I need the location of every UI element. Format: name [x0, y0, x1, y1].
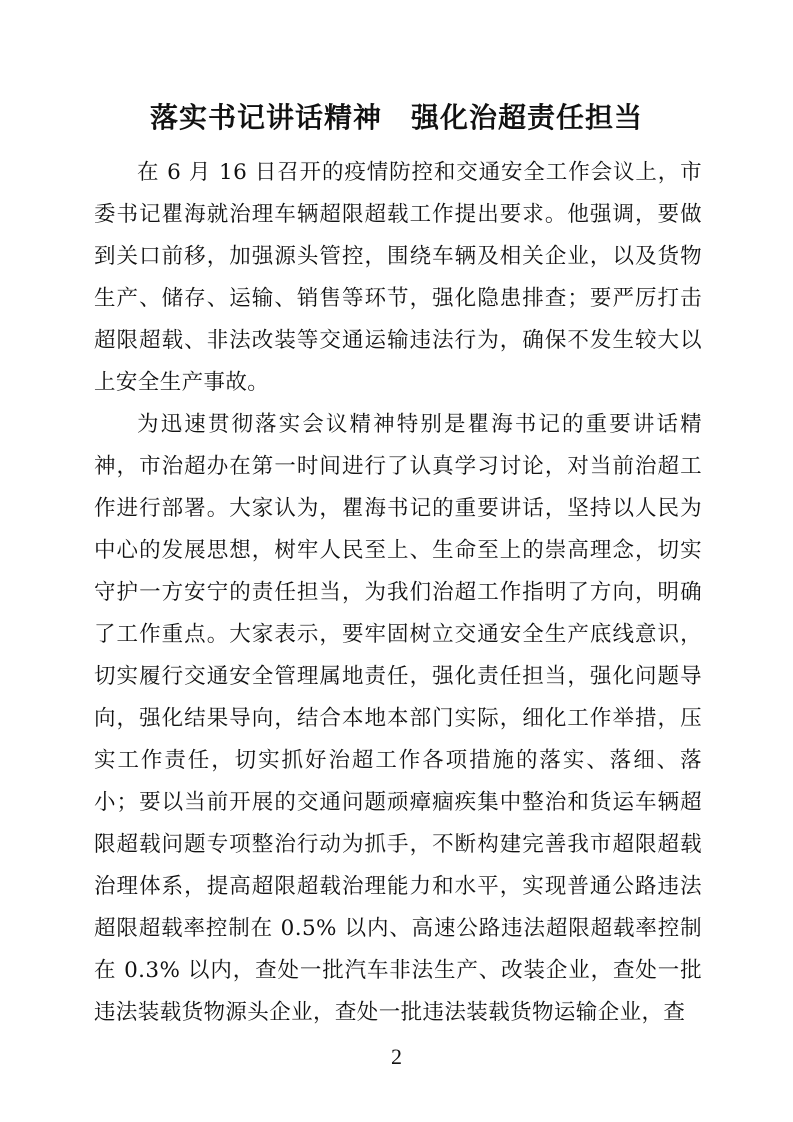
page-number: 2: [391, 1044, 402, 1069]
paragraph-2: 为迅速贯彻落实会议精神特别是瞿海书记的重要讲话精神，市治超办在第一时间进行了认真学习讨论，对当前治超工作进行部署。大家认为，瞿海书记的重要讲话，坚持以人民为中心的发展思想，树牢人民至上、生命至上的崇高理念，切实守护一方安宁的责任担当，为我们治超工作指明了方向，明确了工作重点。大家表示，要牢固树立交通安全生产底线意识，切实履行交通安全管理属地责任，强化责任担当，强化问题导向，强化结果导向，结合本地本部门实际，细化工作举措，压实工作责任，切实抓好治超工作各项措施的落实、落细、落小；要以当前开展的交通问题顽瘴痼疾集中整治和货运车辆超限超载问题专项整治行动为抓手，不断构建完善我市超限超载治理体系，提高超限超载治理能力和水平，实现普通公路违法超限超载率控制在 0.5% 以内、高速公路违法超限超载率控制在 0.3% 以内，查处一批汽车非法生产、改装企业，查处一批违法装载货物源头企业，查处一批违法装载货物运输企业，查: [94, 412, 702, 1025]
document-body: [94, 152, 702, 1034]
paragraph-1: 在 6 月 16 日召开的疫情防控和交通安全工作会议上，市委书记瞿海就治理车辆超限超载工作提出要求。他强调，要做到关口前移，加强源头管控，围绕车辆及相关企业，以及货物生产、储存、运输、销售等环节，强化隐患排查；要严厉打击超限超载、非法改装等交通运输违法行为，确保不发生较大以上安全生产事故。: [94, 160, 702, 395]
document-title: 落实书记讲话精神 强化治超责任担当: [149, 101, 643, 134]
